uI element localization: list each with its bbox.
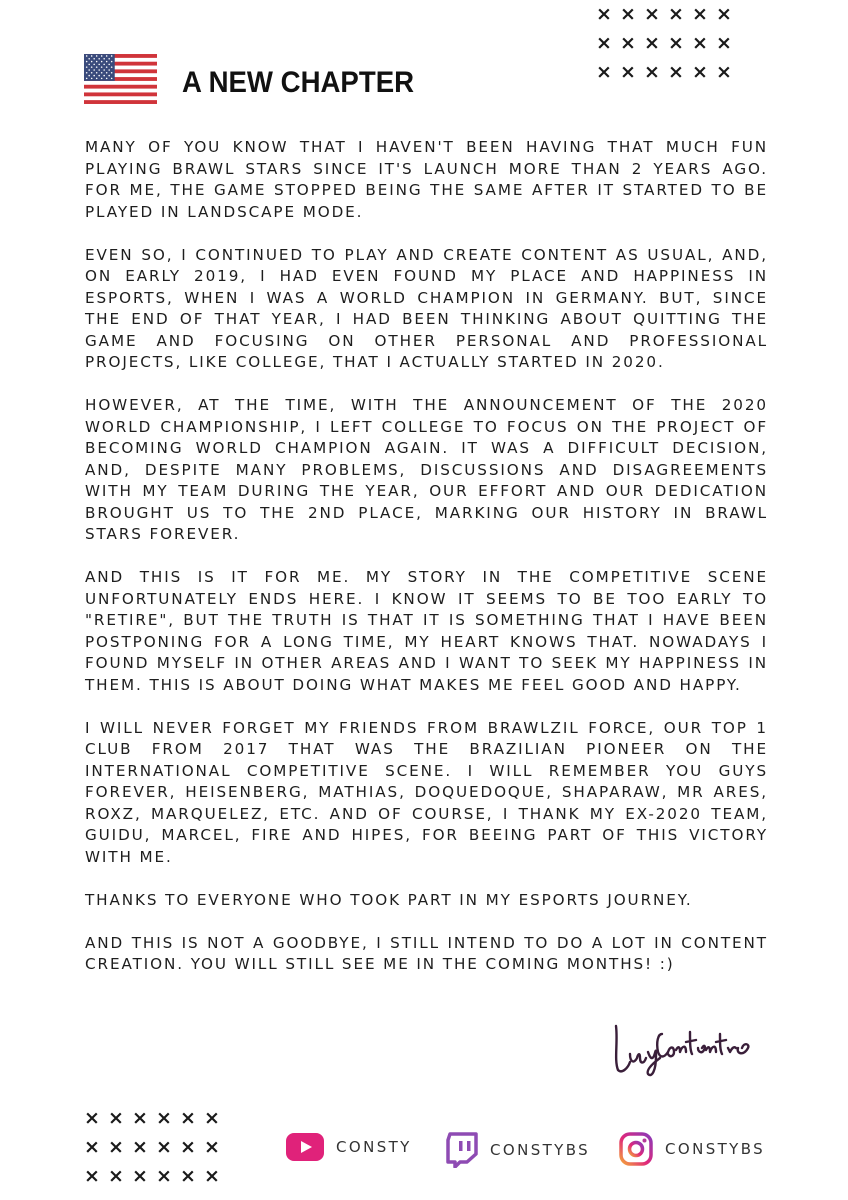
x-mark: × — [596, 32, 612, 54]
x-mark: × — [84, 1136, 100, 1158]
x-mark: × — [108, 1107, 124, 1129]
x-mark: × — [620, 32, 636, 54]
x-mark: × — [132, 1136, 148, 1158]
flag-star — [111, 66, 113, 68]
flag-star — [106, 61, 108, 63]
flag-star — [86, 55, 88, 57]
x-mark: × — [180, 1136, 196, 1158]
flag-star — [98, 75, 100, 77]
x-mark: × — [132, 1165, 148, 1187]
flag-star — [93, 58, 95, 60]
flag-star — [93, 64, 95, 66]
letter-paragraph: I WILL NEVER FORGET MY FRIENDS FROM BRAWLZIL FORCE, OUR TOP 1 CLUB FROM 2017 THAT WAS THE BRAZILIAN PIONEER ON THE INTERNATIONAL COMPETITIVE SCENE. I WILL REMEMBER YOU GUYS FOREVER, HEISENBERG, MATHIAS, DOQUEDOQUE, SHAPARAW, MR ARES, ROXZ, MARQUELEZ, ETC. AND OF COURSE, I THANK MY EX-2020 TEAM, GUIDU, MARCEL, FIRE AND HIPES, FOR BEEING PART OF THIS VICTORY WITH ME. — [85, 718, 768, 866]
x-mark: × — [596, 3, 612, 25]
flag-star — [108, 69, 110, 71]
flag-star — [103, 75, 105, 77]
flag-star — [98, 58, 100, 60]
x-mark: × — [204, 1165, 220, 1187]
x-mark: × — [84, 1107, 100, 1129]
x-mark: × — [668, 3, 684, 25]
decorative-x-pattern-top — [596, 0, 740, 87]
x-mark: × — [716, 61, 732, 83]
flag-star — [91, 61, 93, 63]
social-twitch[interactable] — [446, 1132, 590, 1168]
flag-star — [108, 64, 110, 66]
instagram-icon — [619, 1132, 653, 1166]
flag-star — [106, 66, 108, 68]
youtube-icon — [286, 1132, 324, 1162]
x-mark: × — [204, 1136, 220, 1158]
x-mark: × — [108, 1165, 124, 1187]
handwritten-signature — [606, 1012, 758, 1082]
flag-star — [86, 78, 88, 80]
x-mark: × — [204, 1107, 220, 1129]
x-mark: × — [156, 1107, 172, 1129]
x-mark: × — [180, 1165, 196, 1187]
flag-star — [98, 69, 100, 71]
flag-star — [111, 78, 113, 80]
flag-star — [93, 69, 95, 71]
letter-body — [85, 137, 768, 997]
x-mark: × — [156, 1165, 172, 1187]
x-mark: × — [132, 1107, 148, 1129]
flag-star — [111, 55, 113, 57]
letter-paragraph: MANY OF YOU KNOW THAT I HAVEN'T BEEN HAVING THAT MUCH FUN PLAYING BRAWL STARS SINCE IT'S LAUNCH MORE THAN 2 YEARS AGO. FOR ME, THE GAME STOPPED BEING THE SAME AFTER IT STARTED TO BE PLAYED IN LANDSCAPE MODE. — [85, 138, 768, 221]
letter-paragraph: AND THIS IS NOT A GOODBYE, I STILL INTEND TO DO A LOT IN CONTENT CREATION. YOU WILL STILL SEE ME IN THE COMING MONTHS! :) — [85, 933, 768, 973]
flag-star — [96, 78, 98, 80]
letter-paragraph: AND THIS IS IT FOR ME. MY STORY IN THE COMPETITIVE SCENE UNFORTUNATELY ENDS HERE. I KNOW IT SEEMS TO BE TOO EARLY TO "RETIRE", BUT THE TRUTH IS THAT IT IS SOMETHING THAT I HAVE BEEN POSTPONING FOR A LONG TIME, MY HEART KNOWS THAT. NOWADAYS I FOUND MYSELF IN OTHER AREAS AND I WANT TO SEEK MY HAPPINESS IN THEM. THIS IS ABOUT DOING WHAT MAKES ME FEEL GOOD AND HAPPY. — [85, 568, 768, 694]
flag-star — [88, 58, 90, 60]
instagram-handle: CONSTYBS — [665, 1140, 766, 1158]
letter-paragraph: THANKS TO EVERYONE WHO TOOK PART IN MY ESPORTS JOURNEY. — [85, 890, 693, 909]
letter-paragraph: HOWEVER, AT THE TIME, WITH THE ANNOUNCEMENT OF THE 2020 WORLD CHAMPIONSHIP, I LEFT COLLEGE TO FOCUS ON THE PROJECT OF BECOMING WORLD CHAMPION AGAIN. IT WAS A DIFFICULT DECISION, AND, DESPITE MANY PROBLEMS, DISCUSSIONS AND DISAGREEMENTS WITH MY TEAM DURING THE YEAR, OUR EFFORT AND OUR DEDICATION BROUGHT US TO THE 2ND PLACE, MARKING OUR HISTORY IN BRAWL STARS FOREVER. — [85, 396, 768, 543]
x-mark: × — [644, 3, 660, 25]
x-mark: × — [692, 32, 708, 54]
decorative-x-pattern-bottom — [84, 1104, 228, 1191]
x-mark: × — [716, 3, 732, 25]
flag-star — [86, 61, 88, 63]
flag-star — [86, 66, 88, 68]
social-instagram[interactable] — [619, 1132, 765, 1166]
flag-star — [103, 69, 105, 71]
social-youtube[interactable] — [286, 1132, 412, 1162]
x-mark: × — [668, 32, 684, 54]
x-mark: × — [644, 61, 660, 83]
x-mark: × — [156, 1136, 172, 1158]
flag-star — [101, 66, 103, 68]
flag-star — [98, 64, 100, 66]
x-mark: × — [180, 1107, 196, 1129]
flag-star — [91, 72, 93, 74]
flag-star — [111, 72, 113, 74]
x-mark: × — [668, 61, 684, 83]
flag-star — [96, 61, 98, 63]
flag-star — [108, 75, 110, 77]
flag-star — [108, 58, 110, 60]
flag-star — [111, 61, 113, 63]
flag-star — [91, 55, 93, 57]
flag-star — [96, 72, 98, 74]
twitch-handle: CONSTYBS — [490, 1141, 591, 1159]
x-mark: × — [644, 32, 660, 54]
flag-star — [88, 75, 90, 77]
x-mark: × — [620, 3, 636, 25]
flag-star — [106, 78, 108, 80]
flag-star — [88, 69, 90, 71]
flag-star — [106, 72, 108, 74]
flag-star — [101, 72, 103, 74]
flag-star — [106, 55, 108, 57]
flag-star — [86, 72, 88, 74]
us-flag-icon — [84, 54, 157, 104]
flag-star — [93, 75, 95, 77]
letter-paragraph: EVEN SO, I CONTINUED TO PLAY AND CREATE CONTENT AS USUAL, AND, ON EARLY 2019, I HAD EVEN FOUND MY PLACE AND HAPPINESS IN ESPORTS, WHEN I WAS A WORLD CHAMPION IN GERMANY. BUT, SINCE THE END OF THAT YEAR, I HAD BEEN THINKING ABOUT QUITTING THE GAME AND FOCUSING ON OTHER PERSONAL AND PROFESSIONAL PROJECTS, LIKE COLLEGE, THAT I ACTUALLY STARTED IN 2020. — [85, 245, 768, 371]
flag-star — [101, 61, 103, 63]
flag-star — [91, 66, 93, 68]
flag-star — [101, 78, 103, 80]
flag-star — [96, 55, 98, 57]
flag-star — [91, 78, 93, 80]
twitch-icon — [446, 1132, 478, 1168]
flag-star — [103, 64, 105, 66]
x-mark: × — [596, 61, 612, 83]
youtube-handle: CONSTY — [336, 1138, 412, 1156]
flag-star — [88, 64, 90, 66]
flag-star — [103, 58, 105, 60]
flag-star — [96, 66, 98, 68]
x-mark: × — [108, 1136, 124, 1158]
x-mark: × — [692, 61, 708, 83]
x-mark: × — [620, 61, 636, 83]
flag-star — [101, 55, 103, 57]
x-mark: × — [692, 3, 708, 25]
x-mark: × — [84, 1165, 100, 1187]
x-mark: × — [716, 32, 732, 54]
page-title: A NEW CHAPTER — [182, 66, 415, 99]
